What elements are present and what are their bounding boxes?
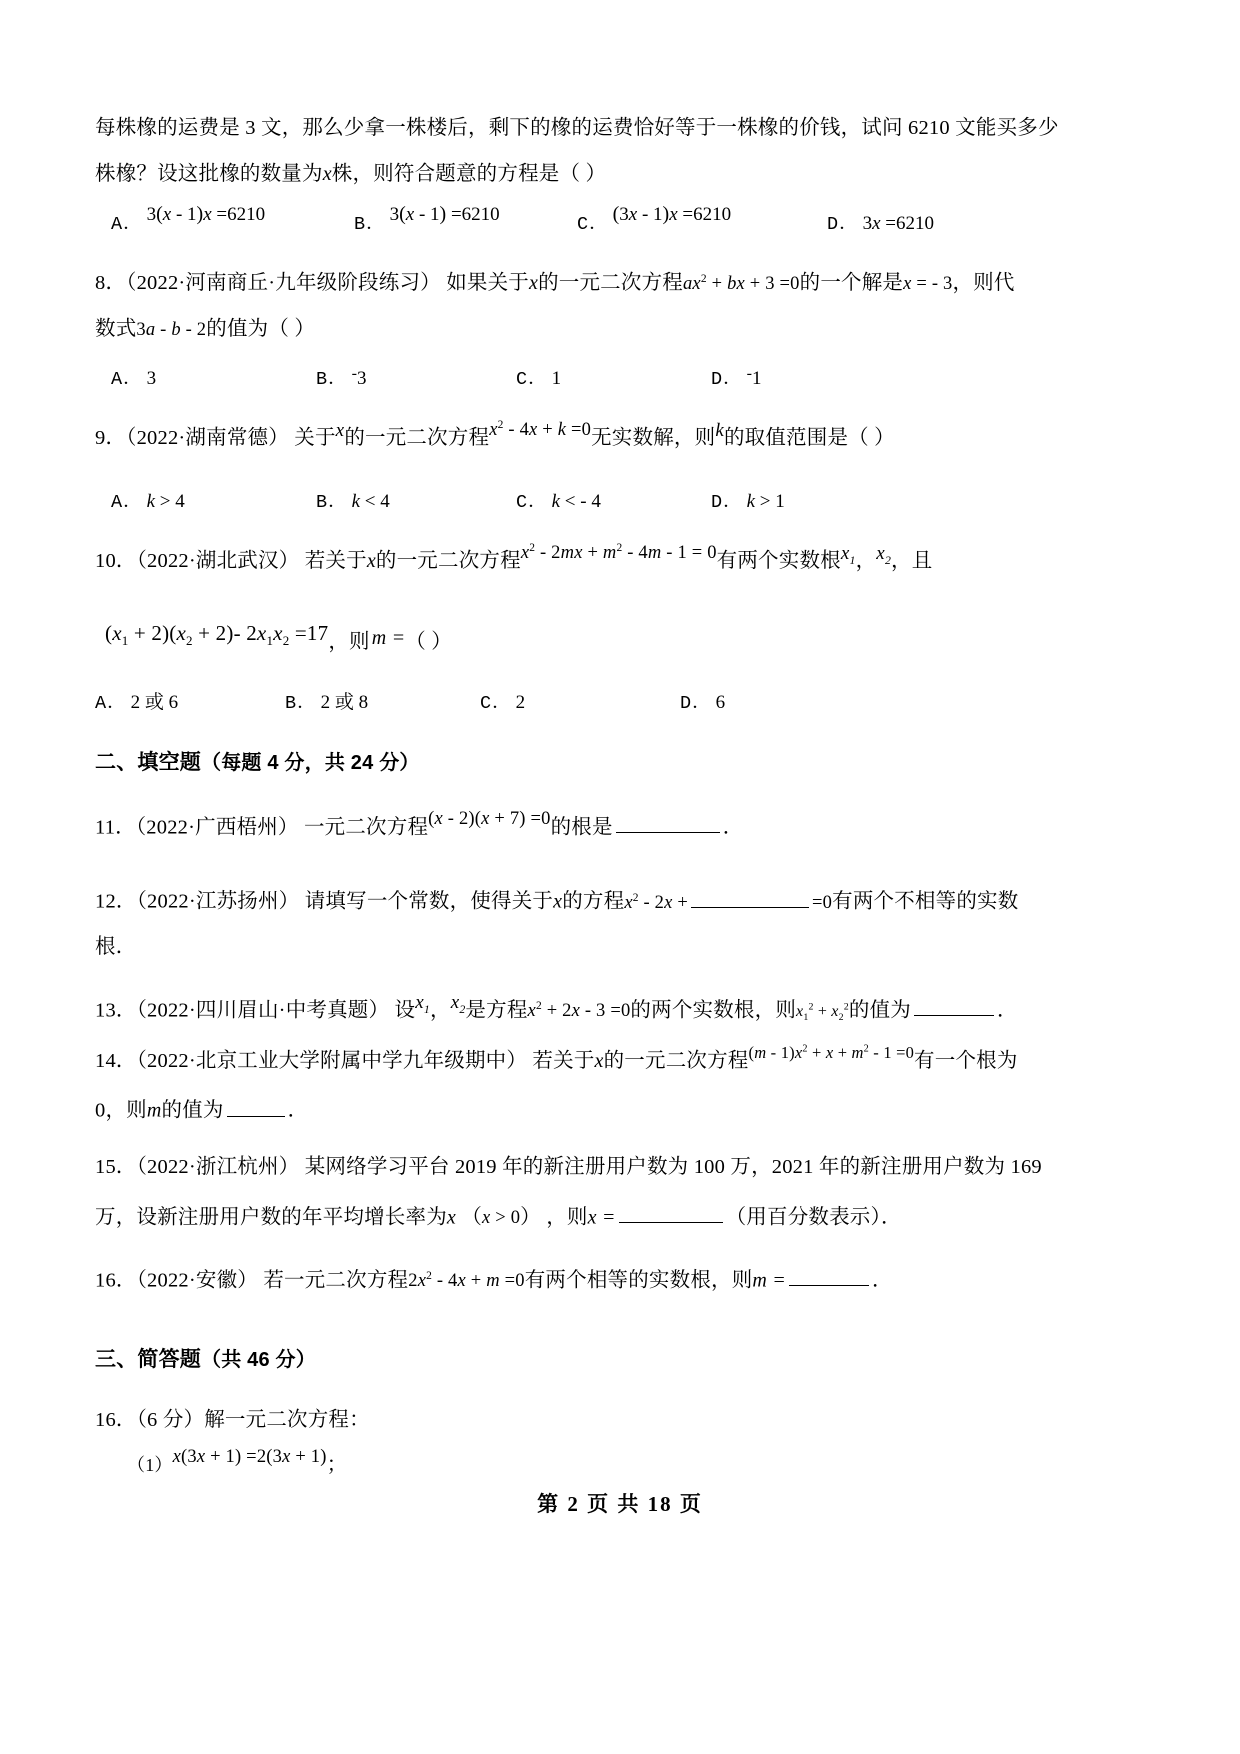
- question-8-option-b-text: -3: [351, 365, 367, 389]
- question-15-variable-x: x: [446, 1206, 456, 1229]
- question-10-option-b-label: B．: [285, 692, 317, 714]
- question-15-line2: [95, 1203, 1152, 1228]
- question-7-option-d[interactable]: [827, 209, 934, 235]
- question-9-option-c-text: k < - 4: [551, 490, 601, 512]
- question-10-text-b: 的一元二次方程: [375, 549, 521, 572]
- question-13-tail: ．: [997, 999, 1018, 1022]
- question-16-fill-tail: ．: [871, 1269, 893, 1292]
- question-8-option-b[interactable]: [316, 364, 516, 390]
- question-14-text-a: 若关于: [532, 1049, 595, 1072]
- question-8-text-a: 如果关于: [446, 272, 529, 294]
- question-7-option-d-label: D．: [827, 214, 859, 235]
- question-15-x-equals: x =: [587, 1206, 616, 1229]
- question-9-option-c-label: C．: [516, 491, 548, 513]
- question-12-equation: $x^2 - 2x$ +: [624, 891, 689, 913]
- question-10-source: （2022·湖北武汉）: [136, 549, 300, 572]
- question-9: [95, 418, 1152, 513]
- question-10-option-a-text: 2 或 6: [130, 691, 179, 713]
- question-9-variable-k: k: [715, 420, 724, 441]
- question-11-tail: ．: [722, 815, 744, 838]
- question-14-text-b: 的一元二次方程: [603, 1049, 749, 1072]
- question-16-solve-sub1: [95, 1447, 1152, 1477]
- question-10: [95, 541, 1152, 714]
- question-8-line2-a: 数式: [95, 317, 137, 340]
- question-10-root-1: $x_1$: [840, 542, 856, 567]
- section-2-heading: [95, 752, 1152, 773]
- question-16-solve-number: 16．: [95, 1408, 137, 1431]
- page-footer: 第 2 页 共 18 页: [537, 1492, 703, 1516]
- question-14-line2-a: 0，则: [95, 1099, 147, 1122]
- question-8-option-c-label: C．: [516, 369, 548, 390]
- question-10-line2-text: ，则: [328, 631, 370, 653]
- question-10-option-a[interactable]: [95, 687, 285, 714]
- question-16-fill-text-a: 若一元二次方程: [263, 1269, 409, 1292]
- question-7-option-c-text: (3x - 1)x =6210: [612, 203, 732, 225]
- question-15-line1: [95, 1157, 1152, 1178]
- question-8-variable-x: x: [529, 272, 539, 294]
- question-11-source: （2022·广西梧州）: [135, 815, 299, 838]
- question-14-number: 14．: [95, 1049, 137, 1072]
- question-12-text-a: 请填写一个常数，使得关于: [304, 890, 554, 913]
- question-10-option-d-text: 6: [715, 691, 726, 713]
- question-16-fill-number: 16．: [95, 1269, 137, 1292]
- question-16-fill-variable-m: m =: [752, 1269, 786, 1292]
- question-15-line2-a: 万，设新注册用户数的年平均增长率为: [95, 1206, 447, 1229]
- question-7-stem-line1: 每株橡的运费是 3 文，那么少拿一株楼后，剩下的橡的运费恰好等于一株橡的价钱，试问 6210 文能买多少: [95, 117, 1059, 139]
- question-8-text-c: 的一个解是: [799, 272, 904, 294]
- question-7-option-d-text: 3x =6210: [862, 213, 935, 234]
- question-9-option-b-label: B．: [316, 491, 348, 513]
- question-8-option-a-text: 3: [146, 368, 157, 389]
- question-9-source: （2022·湖南常德）: [126, 427, 289, 449]
- question-16-solve-sub1-tail: ；: [326, 1454, 348, 1477]
- question-8-stem-line2: [95, 319, 1152, 340]
- question-13-root-1: $x_1$: [415, 992, 430, 1017]
- question-10-stem-line1: [95, 541, 1152, 572]
- section-3-note: （共 46 分）: [201, 1348, 316, 1371]
- question-9-text-d: 的取值范围是（ ）: [723, 427, 895, 449]
- question-12-text-b: 的方程: [562, 890, 625, 913]
- question-10-root-2: $x_2$: [876, 542, 892, 567]
- question-8-option-d[interactable]: [711, 364, 761, 390]
- question-9-option-a-label: A．: [111, 491, 143, 513]
- question-11-text-a: 一元二次方程: [303, 815, 429, 838]
- question-10-stem-line2: [95, 621, 1152, 653]
- question-14-variable-m: m: [146, 1099, 162, 1122]
- question-11-text-b: 的根是: [550, 815, 613, 838]
- question-16-fill-answer-blank[interactable]: [789, 1266, 869, 1286]
- question-7-option-a[interactable]: [111, 203, 354, 235]
- question-9-option-b[interactable]: [316, 487, 516, 513]
- question-15-text-a: 某网络学习平台 2019 年的新注册用户数为 100 万，2021 年的新注册用户数为 169: [304, 1156, 1042, 1179]
- question-9-option-c[interactable]: [516, 487, 711, 513]
- question-15-answer-blank[interactable]: [619, 1203, 723, 1223]
- question-8-options: [95, 364, 1152, 390]
- question-7-option-a-label: A．: [111, 214, 143, 235]
- question-8-solution: x = - 3: [903, 274, 953, 294]
- question-8-option-b-label: B．: [316, 369, 348, 390]
- question-15-line2-c: （用百分数表示）．: [725, 1206, 902, 1229]
- question-14-equation: $(m - 1)x^2 + x + m^2 - 1 =0$: [748, 1042, 915, 1062]
- question-14-line2-b: 的值为: [161, 1099, 224, 1122]
- section-3-heading: [95, 1349, 1152, 1370]
- question-7-option-c[interactable]: [577, 203, 827, 235]
- question-11-answer-blank[interactable]: [616, 813, 720, 833]
- question-10-text-c: 有两个实数根: [716, 549, 841, 572]
- question-14-line2: [95, 1096, 1152, 1121]
- question-14-tail: ．: [287, 1099, 309, 1122]
- question-16-solve-text: 解一元二次方程：: [204, 1408, 370, 1431]
- question-10-line2-m: m =: [371, 627, 406, 649]
- question-8: [95, 273, 1152, 390]
- question-16-solve-points: （6 分）: [136, 1408, 205, 1431]
- section-2-note: （每题 4 分，共 24 分）: [201, 751, 420, 774]
- question-15-condition-expression: x > 0: [482, 1208, 521, 1229]
- question-10-option-b[interactable]: [285, 687, 480, 714]
- question-16-fill: [95, 1266, 1152, 1291]
- question-10-option-c-text: 2: [515, 691, 526, 713]
- question-10-option-d-label: D．: [680, 692, 712, 714]
- question-7-option-b[interactable]: [354, 203, 577, 235]
- question-16-solve-sub1-equation: x(3x + 1) =2(3x + 1): [172, 1447, 327, 1468]
- question-10-option-b-text: 2 或 8: [320, 691, 369, 713]
- question-8-option-d-text: -1: [746, 365, 762, 389]
- question-12-line2: 根．: [95, 936, 137, 959]
- question-9-option-b-text: k < 4: [351, 490, 390, 512]
- question-13: [95, 992, 1152, 1024]
- question-13-text-c: 的两个实数根，则: [630, 999, 797, 1022]
- question-13-root-2: $x_2$: [450, 992, 466, 1017]
- section-2-title: 二、填空题: [95, 750, 201, 774]
- question-9-stem: [95, 418, 1152, 449]
- question-7-options: [95, 203, 1152, 235]
- question-12-text-c: 有两个不相等的实数: [832, 890, 1019, 913]
- question-15-source: （2022·浙江杭州）: [136, 1156, 300, 1179]
- question-9-text-a: 关于: [294, 427, 336, 449]
- question-10-option-a-label: A．: [95, 692, 127, 714]
- question-10-options: [95, 687, 1152, 714]
- question-8-text-b: 的一元二次方程: [538, 272, 683, 294]
- question-13-text-b: 是方程: [465, 999, 528, 1022]
- question-7-stem-line2-a: 株橡？设这批橡的数量为: [95, 162, 323, 185]
- question-12-line1: [95, 887, 1152, 912]
- question-8-option-d-label: D．: [711, 369, 743, 390]
- question-11-number: 11．: [95, 815, 136, 838]
- question-8-line2-b: 的值为（ ）: [206, 317, 316, 340]
- question-14-variable-x: x: [594, 1049, 604, 1072]
- question-10-text-d: ，且: [891, 549, 933, 572]
- question-9-text-c: 无实数解，则: [591, 427, 716, 449]
- question-13-equation: $x^2 + 2x - 3 =0$: [527, 1000, 631, 1022]
- question-7-option-c-label: C．: [577, 214, 609, 235]
- question-8-text-d: ，则代: [952, 272, 1015, 294]
- question-15-condition-close: ）: [520, 1206, 541, 1229]
- question-13-answer-blank[interactable]: [914, 996, 994, 1016]
- question-7: [95, 118, 1152, 235]
- question-16-fill-source: （2022·安徽）: [136, 1269, 258, 1292]
- question-16-fill-text-b: 有两个相等的实数根，则: [524, 1269, 753, 1292]
- question-15-condition-open: （: [461, 1206, 483, 1229]
- question-8-option-c[interactable]: [516, 364, 711, 390]
- question-7-stem-line2: [95, 164, 1152, 185]
- question-10-number: 10．: [95, 549, 137, 572]
- question-12-source: （2022·江苏扬州）: [136, 890, 300, 913]
- question-7-option-a-text: 3(x - 1)x =6210: [146, 203, 266, 225]
- question-10-option-c[interactable]: [480, 688, 680, 714]
- question-10-text-a: 若关于: [304, 549, 367, 572]
- question-12-answer-blank[interactable]: [691, 887, 809, 907]
- question-11-equation: (x - 2)(x + 7) =0: [428, 808, 551, 829]
- question-9-option-a[interactable]: [111, 487, 316, 513]
- question-16-solve-sub1-label: （1）: [127, 1455, 173, 1476]
- question-8-stem-line1: [95, 273, 1152, 294]
- question-13-text-d: 的值为: [848, 999, 912, 1022]
- question-13-number: 13．: [95, 999, 137, 1022]
- question-9-text-b: 的一元二次方程: [344, 427, 490, 449]
- question-10-variable-x: x: [366, 549, 376, 572]
- question-7-stem-line2-b: 株，则符合题意的方程是（ ）: [331, 162, 607, 185]
- question-15-line2-b: ，则: [546, 1206, 588, 1229]
- question-9-options: [95, 487, 1152, 513]
- question-14-answer-blank[interactable]: [227, 1096, 285, 1116]
- question-13-comma: ，: [429, 999, 451, 1022]
- question-8-source: （2022·河南商丘·九年级阶段练习）: [126, 272, 441, 294]
- question-9-number: 9．: [95, 427, 127, 449]
- question-12-equation-tail: =0: [812, 892, 833, 913]
- question-13-expression: $x_1^2 + x_2^2$: [796, 1002, 849, 1024]
- question-16-solve-header: [95, 1410, 1152, 1431]
- question-9-option-d-label: D．: [711, 491, 743, 513]
- question-8-expression: 3a - b - 2: [136, 319, 207, 340]
- question-9-variable-x: x: [335, 420, 345, 441]
- question-12-number: 12．: [95, 890, 137, 913]
- question-8-equation: $ax^2$ + bx + 3 =0: [682, 272, 800, 294]
- question-8-option-a[interactable]: [111, 364, 316, 390]
- question-14-line1: [95, 1042, 1152, 1072]
- question-9-option-d[interactable]: [711, 487, 785, 513]
- question-14-source: （2022·北京工业大学附属中学九年级期中）: [136, 1049, 528, 1072]
- question-12-variable-x: x: [553, 890, 563, 913]
- question-8-number: 8．: [95, 272, 127, 294]
- question-8-option-c-text: 1: [551, 368, 562, 389]
- question-16-fill-equation: $2x^2 - 4x + m =0$: [408, 1270, 525, 1292]
- question-10-equation: $x^2 - 2mx + m^2 - 4m - 1 = 0$: [520, 541, 717, 563]
- question-7-option-b-label: B．: [354, 214, 386, 235]
- question-9-option-d-text: k > 1: [746, 490, 785, 512]
- question-9-equation: $x^2 - 4x + k =0$: [489, 418, 592, 440]
- question-9-option-a-text: k > 4: [146, 490, 185, 512]
- question-13-text-a: 设: [394, 999, 416, 1022]
- question-10-option-d[interactable]: [680, 688, 725, 714]
- question-7-option-b-text: 3(x - 1) =6210: [389, 203, 500, 225]
- section-3-title: 三、简答题: [95, 1347, 201, 1371]
- question-10-comma: ，: [855, 549, 877, 572]
- question-8-option-a-label: A．: [111, 369, 143, 390]
- question-15-number: 15．: [95, 1156, 137, 1179]
- question-10-option-c-label: C．: [480, 692, 512, 714]
- question-14-text-c: 有一个根为: [914, 1049, 1018, 1072]
- question-11: [95, 808, 1152, 838]
- question-10-line2-equation: $(x_1 + 2)(x_2 + 2)-$ $2x_1x_2 =17$: [105, 621, 329, 649]
- question-13-source: （2022·四川眉山·中考真题）: [136, 999, 390, 1022]
- question-7-variable-x: x: [322, 162, 332, 185]
- question-10-line2-paren: （ ）: [405, 631, 453, 653]
